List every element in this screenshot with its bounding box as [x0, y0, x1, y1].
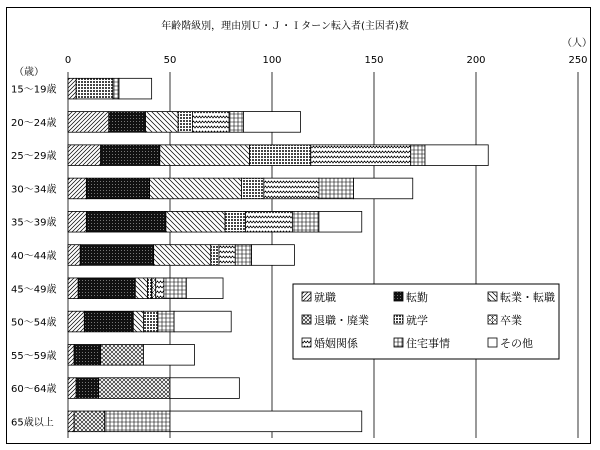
bar-segment [186, 278, 223, 299]
category-label: 45〜49歳 [11, 284, 57, 296]
bar-segment [425, 145, 488, 166]
bar-segment [78, 278, 135, 299]
x-tick-label: 150 [364, 55, 384, 66]
legend-label: 卒業 [500, 314, 522, 327]
category-label: 60〜64歳 [11, 384, 57, 396]
bar-segment [143, 345, 194, 366]
category-label: 20〜24歳 [11, 117, 57, 129]
bar-segment [166, 211, 225, 232]
bar-segment [174, 311, 231, 332]
bar-segment [80, 245, 153, 266]
bar-segment [411, 145, 425, 166]
legend-swatch [394, 292, 403, 301]
bar-segment [68, 245, 80, 266]
bar-segment [113, 78, 119, 99]
x-tick-label: 0 [64, 55, 72, 66]
bar-segment [146, 112, 179, 133]
legend-swatch [302, 292, 311, 301]
bar-segment [250, 145, 311, 166]
legend-label: 退職・廃業 [314, 314, 369, 327]
bar-segment [156, 278, 164, 299]
bar-segment [164, 278, 186, 299]
bar-segment [76, 378, 98, 399]
category-labels [11, 83, 56, 429]
bar-segment [143, 311, 157, 332]
bar-segment [68, 78, 76, 99]
bar-segment [68, 211, 86, 232]
bar-segment [154, 245, 211, 266]
legend-label: その他 [500, 337, 533, 350]
bar-segment [109, 112, 146, 133]
legend-label: 婚姻関係 [314, 337, 358, 350]
bar-segment [101, 145, 160, 166]
bar-segment [99, 378, 170, 399]
bar-segment [170, 378, 239, 399]
bar-segment [68, 411, 74, 432]
category-axis-label: （歳） [14, 67, 44, 78]
bar-segment [292, 211, 319, 232]
bar-segment [219, 245, 235, 266]
bar-segment [68, 145, 101, 166]
category-label: 65歳以上 [11, 417, 54, 429]
x-tick-label: 250 [568, 55, 588, 66]
bar-segment [101, 345, 144, 366]
legend-swatch [488, 338, 497, 347]
category-label: 50〜54歳 [11, 317, 57, 329]
category-label: 55〜59歳 [11, 350, 57, 362]
bar-segment [68, 178, 86, 199]
legend-swatch [488, 315, 497, 324]
bar-segment [86, 178, 149, 199]
bar-segment [74, 345, 101, 366]
bar-segment [148, 278, 152, 299]
category-label: 40〜44歳 [11, 251, 57, 262]
bar-segment [84, 311, 133, 332]
unit-label: （人） [562, 38, 592, 49]
bar-segment [135, 278, 147, 299]
bar-segment [178, 112, 192, 133]
bar-segment [225, 211, 245, 232]
legend-label: 住宅事情 [406, 337, 450, 350]
bar-segment [319, 178, 354, 199]
x-axis-ticks [65, 55, 588, 66]
legend-label: 就学 [406, 314, 428, 327]
bar-segment [68, 345, 74, 366]
legend-swatch [394, 315, 403, 324]
bar-segment [354, 178, 413, 199]
bar-segment [68, 378, 76, 399]
bar-segment [319, 211, 362, 232]
bar-segment [241, 178, 263, 199]
bar-segment [252, 245, 295, 266]
legend-label: 就職 [314, 291, 336, 304]
bar-segment [211, 245, 219, 266]
category-label: 25〜29歳 [11, 151, 57, 163]
legend-swatch [394, 338, 403, 347]
bar-segment [158, 311, 174, 332]
bar-segment [119, 78, 152, 99]
legend-label: 転業・転職 [500, 291, 555, 304]
bar-segment [68, 278, 78, 299]
bar-segment [170, 411, 362, 432]
bar-segment [235, 245, 251, 266]
category-label: 30〜34歳 [11, 184, 57, 196]
legend [293, 284, 559, 359]
bar-segment [76, 78, 113, 99]
legend-swatch [488, 292, 497, 301]
x-tick-label: 100 [262, 55, 282, 66]
bar-segment [150, 178, 242, 199]
bar-segment [311, 145, 411, 166]
legend-swatch [302, 338, 311, 347]
bar-segment [86, 211, 166, 232]
bar-segment [152, 278, 156, 299]
bar-segment [74, 411, 105, 432]
category-label: 15〜19歳 [11, 84, 57, 96]
x-tick-label: 50 [163, 55, 177, 66]
bar-segment [105, 411, 170, 432]
x-tick-label: 200 [466, 55, 486, 66]
bar-segment [245, 211, 292, 232]
bars [68, 78, 488, 431]
category-label: 35〜39歳 [11, 217, 57, 229]
bar-segment [243, 112, 300, 133]
chart-title: 年齢階級別，理由別Ｕ・Ｊ・Ｉターン転入者(主因者)数 [161, 21, 409, 32]
legend-swatch [302, 315, 311, 324]
bar-segment [68, 112, 109, 133]
bar-segment [133, 311, 143, 332]
bar-segment [229, 112, 243, 133]
bar-segment [160, 145, 250, 166]
bar-segment [68, 311, 84, 332]
legend-label: 転勤 [406, 291, 428, 304]
bar-segment [192, 112, 229, 133]
bar-segment [264, 178, 319, 199]
